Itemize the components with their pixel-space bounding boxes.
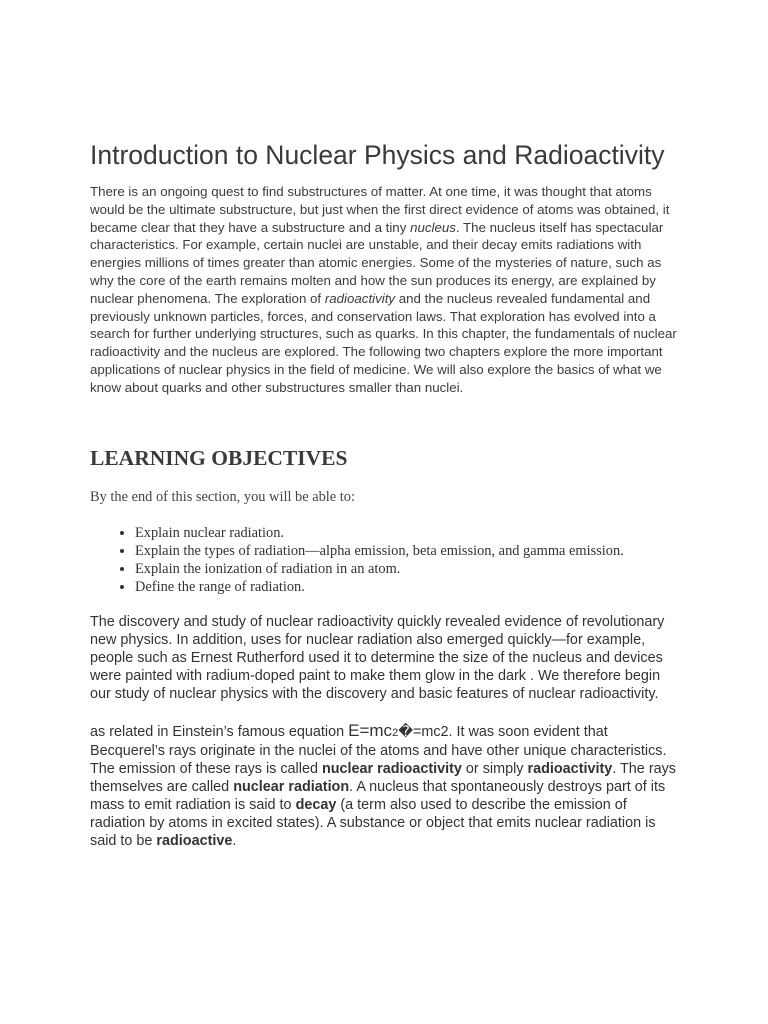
radioactivity-paragraph xyxy=(90,722,682,850)
page-title: Introduction to Nuclear Physics and Radioactivity xyxy=(90,140,665,170)
para2-text-3: or simply xyxy=(461,760,528,777)
objective-item: • Explain the ionization of radiation in an atom. xyxy=(135,560,682,578)
objectives-list xyxy=(90,524,682,596)
para2-text-7: . xyxy=(232,832,237,849)
objective-item: • Explain the types of radiation—alpha emission, beta emission, and gamma emission. xyxy=(135,542,682,560)
intro-emphasis-nucleus: nucleus xyxy=(410,219,456,235)
intro-emphasis-radioactivity: radioactivity xyxy=(324,290,396,306)
equation-exponent: 2 xyxy=(392,726,399,739)
para2-text-6: (a term also used to describe the emission of radiation by atoms in excited states). A substance or object that emits nuclear radiation is said to be xyxy=(90,796,656,849)
term-radioactive: radioactive xyxy=(156,832,233,849)
objectives-lead: By the end of this section, you will be able to: xyxy=(90,488,355,505)
term-radioactivity: radioactivity xyxy=(527,760,613,777)
para2-text-5: . A nucleus that spontaneously destroys part of its mass to emit radiation is said to xyxy=(90,778,666,813)
para2-text-2: =mc2. It was soon evident that Becquerel’s rays originate in the nuclei of the atoms and have other unique characteristics. The emission of these rays is called xyxy=(90,723,667,777)
intro-text-2: . The nucleus itself has spectacular characteristics. For example, certain nuclei are unstable, and their decay emits radiations with energies millions of times greater than atomic energies. Some of the mysteries of nature, such as why the core of the earth remains molten and how the sun produces its energy, are explained by nuclear phenomena. The exploration of xyxy=(90,219,664,306)
equation-garbled-glyph: � xyxy=(398,723,413,740)
equation-main: E=mc xyxy=(348,720,393,740)
objective-item: • Define the range of radiation. xyxy=(135,578,682,596)
term-decay: decay xyxy=(295,796,337,813)
intro-paragraph xyxy=(90,183,682,397)
para2-text-1: as related in Einstein’s famous equation xyxy=(90,723,349,740)
term-nuclear-radioactivity: nuclear radioactivity xyxy=(321,760,462,777)
einstein-equation xyxy=(348,721,398,740)
objective-item: • Explain nuclear radiation. xyxy=(135,524,682,542)
intro-text-1: There is an ongoing quest to find substructures of matter. At one time, it was thought that atoms would be the ultimate substructure, but just when the first direct evidence of atoms was obtained, it became clear that they have a substructure and a tiny xyxy=(90,184,670,235)
document-content xyxy=(90,137,682,850)
para2-text-4: . The rays themselves are called xyxy=(90,760,676,795)
intro-text-3: and the nucleus revealed fundamental and previously unknown particles, forces, and conservation laws. That exploration has evolved into a search for further underlying structures, such as quarks. In this chapter, the fundamentals of nuclear radioactivity and the nucleus are explored. The following two chapters explore the more important applications of nuclear physics in the field of medicine. We will also explore the basics of what we know about quarks and other substructures smaller than nuclei. xyxy=(90,290,677,395)
objectives-heading: LEARNING OBJECTIVES xyxy=(90,445,348,470)
term-nuclear-radiation: nuclear radiation xyxy=(233,778,350,795)
discovery-paragraph: The discovery and study of nuclear radioactivity quickly revealed evidence of revolutionary new physics. In addition, uses for nuclear radiation also emerged quickly—for example, people such as Ernest Rutherford used it to determine the size of the nucleus and devices were painted with radium-doped paint to make them glow in the dark . We therefore begin our study of nuclear physics with the discovery and basic features of nuclear radioactivity. xyxy=(90,613,665,702)
